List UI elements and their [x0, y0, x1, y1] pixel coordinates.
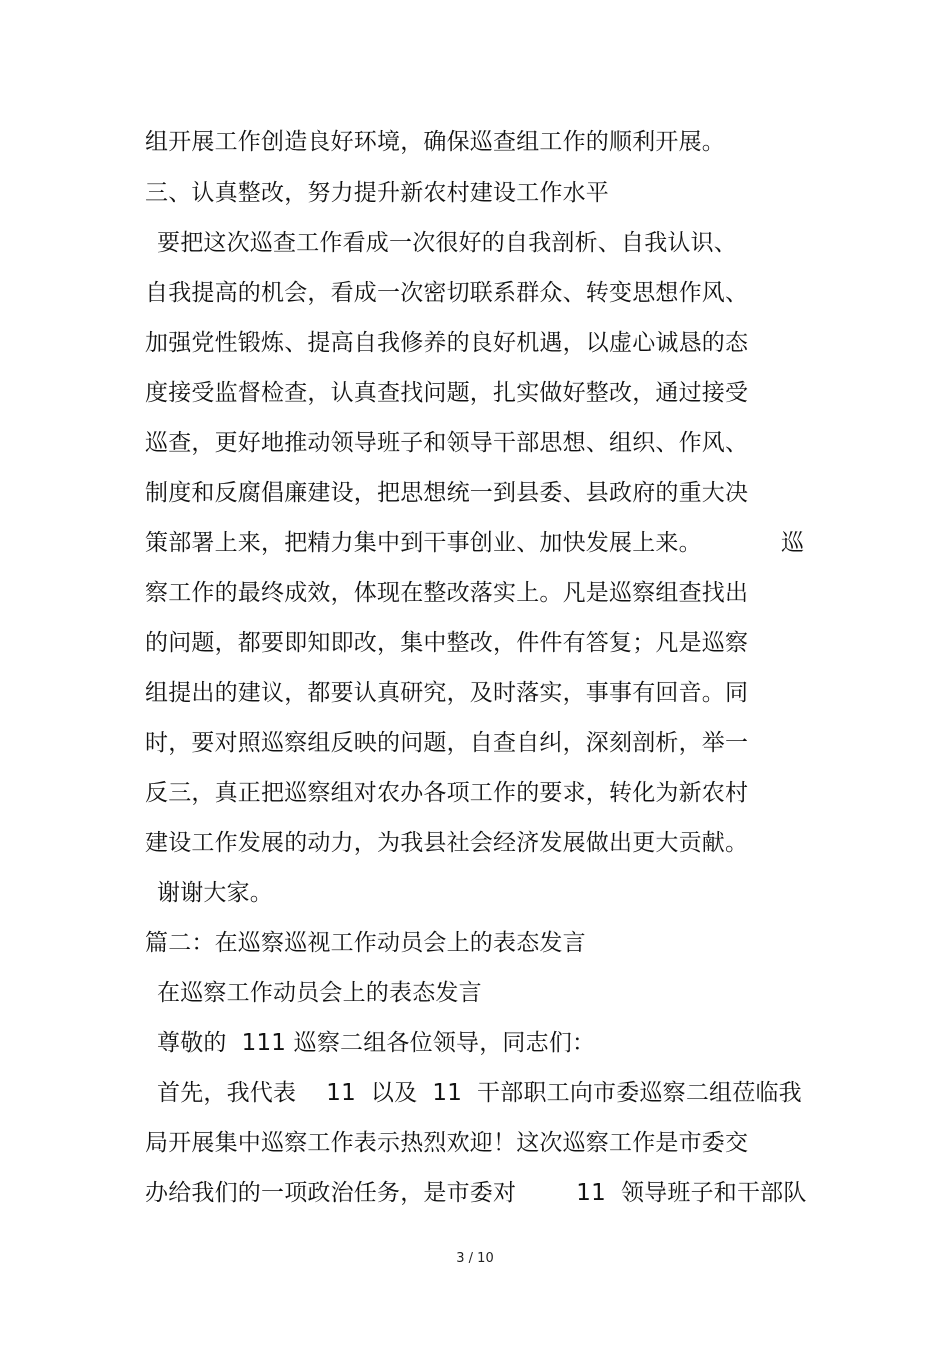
text-line-11: 的问题，都要即知即改，集中整改，件件有答复；凡是巡察 [145, 630, 749, 656]
article-heading: 篇二：在巡察巡视工作动员会上的表态发言 [145, 930, 586, 956]
text-line-9: 策部署上来，把精力集中到干事创业、加快发展上来。 [145, 530, 702, 556]
salutation: 尊敬的 111 巡察二组各位领导，同志们： [157, 1030, 596, 1056]
text-line-9-trailing-char: 巡 [781, 530, 804, 556]
page-number: 3 / 10 [456, 1251, 494, 1266]
text-line-21: 局开展集中巡察工作表示热烈欢迎！这次巡察工作是市委交 [145, 1130, 749, 1156]
text-line-1: 组开展工作创造良好环境，确保巡查组工作的顺利开展。 [145, 129, 725, 155]
text-line-13: 时，要对照巡察组反映的问题，自查自纠，深刻剖析，举一 [145, 730, 749, 756]
text-line-4: 自我提高的机会，看成一次密切联系群众、转变思想作风、 [145, 280, 749, 306]
text-line-22: 办给我们的一项政治任务，是市委对 11 领导班子和干部队 [145, 1180, 807, 1206]
text-line-7: 巡查，更好地推动领导班子和领导干部思想、组织、作风、 [145, 430, 749, 456]
text-line-5: 加强党性锻炼、提高自我修养的良好机遇，以虚心诚恳的态 [145, 330, 749, 356]
text-line-3: 要把这次巡查工作看成一次很好的自我剖析、自我认识、 [157, 230, 737, 256]
text-line-16: 谢谢大家。 [157, 880, 273, 906]
text-line-20: 首先，我代表 11 以及 11 干部职工向市委巡察二组莅临我 [157, 1080, 802, 1106]
text-line-8: 制度和反腐倡廉建设，把思想统一到县委、县政府的重大决 [145, 480, 749, 506]
text-line-12: 组提出的建议，都要认真研究，及时落实，事事有回音。同 [145, 680, 749, 706]
section-heading: 三、认真整改，努力提升新农村建设工作水平 [145, 180, 609, 206]
text-line-10: 察工作的最终成效，体现在整改落实上。凡是巡察组查找出 [145, 580, 749, 606]
text-line-6: 度接受监督检查，认真查找问题，扎实做好整改，通过接受 [145, 380, 749, 406]
text-line-14: 反三，真正把巡察组对农办各项工作的要求，转化为新农村 [145, 780, 749, 806]
speech-title: 在巡察工作动员会上的表态发言 [157, 980, 482, 1006]
text-line-15: 建设工作发展的动力，为我县社会经济发展做出更大贡献。 [145, 830, 749, 856]
